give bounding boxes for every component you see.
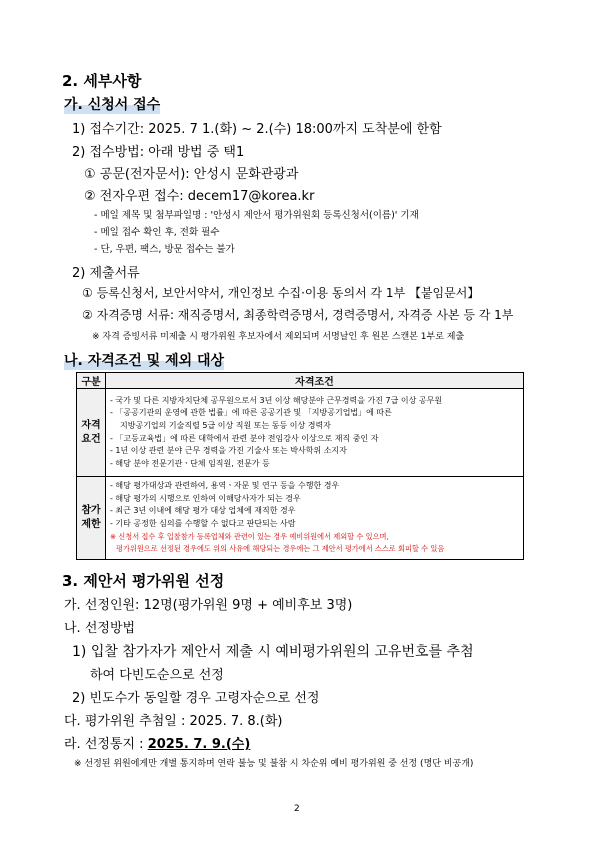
docs-item-1: ① 등록신청서, 보안서약서, 개인정보 수집·이용 동의서 각 1부 【붙임문서】 — [82, 286, 480, 300]
qualification-item: - 국가 및 다른 지방자치단체 공무원으로서 3년 이상 해당분야 근무경력을 가진 7급 이상 공무원 — [110, 395, 443, 405]
email-detail-3: - 단, 우편, 팩스, 방문 접수는 불가 — [94, 244, 235, 255]
table-header-condition: 자격조건 — [106, 373, 524, 389]
method-official: ① 공문(전자문서): 안성시 문화관광과 — [84, 167, 299, 182]
restriction-item: - 최근 3년 이내에 해당 평가 대상 업체에 재직한 경우 — [110, 506, 296, 516]
table-header-category: 구분 — [77, 373, 106, 389]
selection-count: 가. 선정인원: 12명(평가위원 9명 + 예비후보 3명) — [64, 598, 353, 613]
row-content-qualification — [106, 389, 524, 477]
qualification-item: - 「고등교육법」에 따른 대학에서 관련 분야 전임강사 이상으로 재직 중인 자 — [110, 433, 379, 443]
qualification-item: 지방공기업의 기술직렬 5급 이상 직원 또는 동등 이상 경력자 — [120, 420, 331, 430]
email-detail-1: - 메일 제목 및 첨부파일명 : '안성시 제안서 평가위원회 등록신청서(이름)' 기재 — [94, 210, 419, 221]
page-number: 2 — [294, 804, 300, 814]
restriction-note: ※ 신청서 접수 후 입찰참가 등록업체와 관련이 있는 경우 예비위원에서 제외할 수 있으며, — [110, 531, 389, 541]
selection-method-2: 2) 빈도수가 동일할 경우 고령자순으로 선정 — [72, 691, 320, 706]
selection-note: ※ 선정된 위원에게만 개별 통지하며 연락 불능 및 불참 시 차순위 예비 평가위원 중 선정 (명단 비공개) — [74, 759, 474, 769]
restriction-item: - 해당 평가대상과 관련하여, 용역ㆍ자문 및 연구 등을 수행한 경우 — [110, 481, 340, 491]
restriction-note: 평가위원으로 선정된 경우에도 위의 사유에 해당되는 경우에는 그 제안서 평가에서 스스로 회피할 수 있음 — [116, 544, 445, 554]
row-label-qualification: 자격 요건 — [77, 389, 106, 477]
qualification-table — [76, 372, 524, 560]
restriction-item: - 기타 공정한 심의를 수행할 수 없다고 판단되는 사람 — [110, 519, 296, 528]
qualification-item: - 「공공기관의 운영에 관한 법률」에 따른 공공기관 및 「지방공기업법」에 따른 — [110, 408, 392, 418]
section-2-title: 2. 세부사항 — [62, 72, 142, 90]
notification-line: 라. 선정통지 : 2025. 7. 9.(수) — [64, 737, 251, 752]
row-label-restriction: 참가 제한 — [77, 477, 106, 560]
method-email: ② 전자우편 접수: decem17@korea.kr — [84, 189, 315, 204]
subsection-ga-title: 가. 신청서 접수 — [64, 94, 160, 114]
restriction-item: - 해당 평가의 시행으로 인하여 이해당사자가 되는 경우 — [110, 493, 301, 503]
docs-line: 2) 제출서류 — [72, 266, 140, 281]
selection-method-title: 나. 선정방법 — [64, 621, 136, 636]
table-row-restriction — [77, 477, 524, 560]
draw-date: 다. 평가위원 추첨일 : 2025. 7. 8.(화) — [64, 714, 283, 729]
period-line: 1) 접수기간: 2025. 7 1.(화) ~ 2.(수) 18:00까지 도착분에 한함 — [72, 122, 442, 137]
docs-item-2: ② 자격증명 서류: 재직증명서, 최종학력증명서, 경력증명서, 자격증 사본 등 각 1부 — [82, 308, 514, 322]
selection-method-1a: 1) 입찰 참가자가 제안서 제출 시 예비평가위원의 고유번호를 추첨 — [72, 644, 474, 660]
selection-method-1b: 하여 다빈도순으로 선정 — [90, 668, 224, 683]
docs-note: ※ 자격 증빙서류 미제출 시 평가위원 후보자에서 제외되며 서명날인 후 원본 스캔본 1부로 제출 — [92, 332, 465, 342]
notification-date: 2025. 7. 9.(수) — [147, 737, 251, 752]
row-content-restriction — [106, 477, 524, 560]
section-3-title: 3. 제안서 평가위원 선정 — [62, 572, 225, 590]
table-row-qualification — [77, 389, 524, 477]
subsection-na-title: 나. 자격조건 및 제외 대상 — [64, 350, 224, 370]
table-header-row — [77, 373, 524, 389]
method-line: 2) 접수방법: 아래 방법 중 택1 — [72, 145, 245, 160]
email-detail-2: - 메일 접수 확인 후, 전화 필수 — [94, 227, 220, 238]
qualification-item: - 해당 분야 전문기관ㆍ단체 임직원, 전문가 등 — [110, 458, 270, 468]
qualification-item: - 1년 이상 관련 분야 근무 경력을 가진 기술사 또는 박사학위 소지자 — [110, 446, 347, 456]
